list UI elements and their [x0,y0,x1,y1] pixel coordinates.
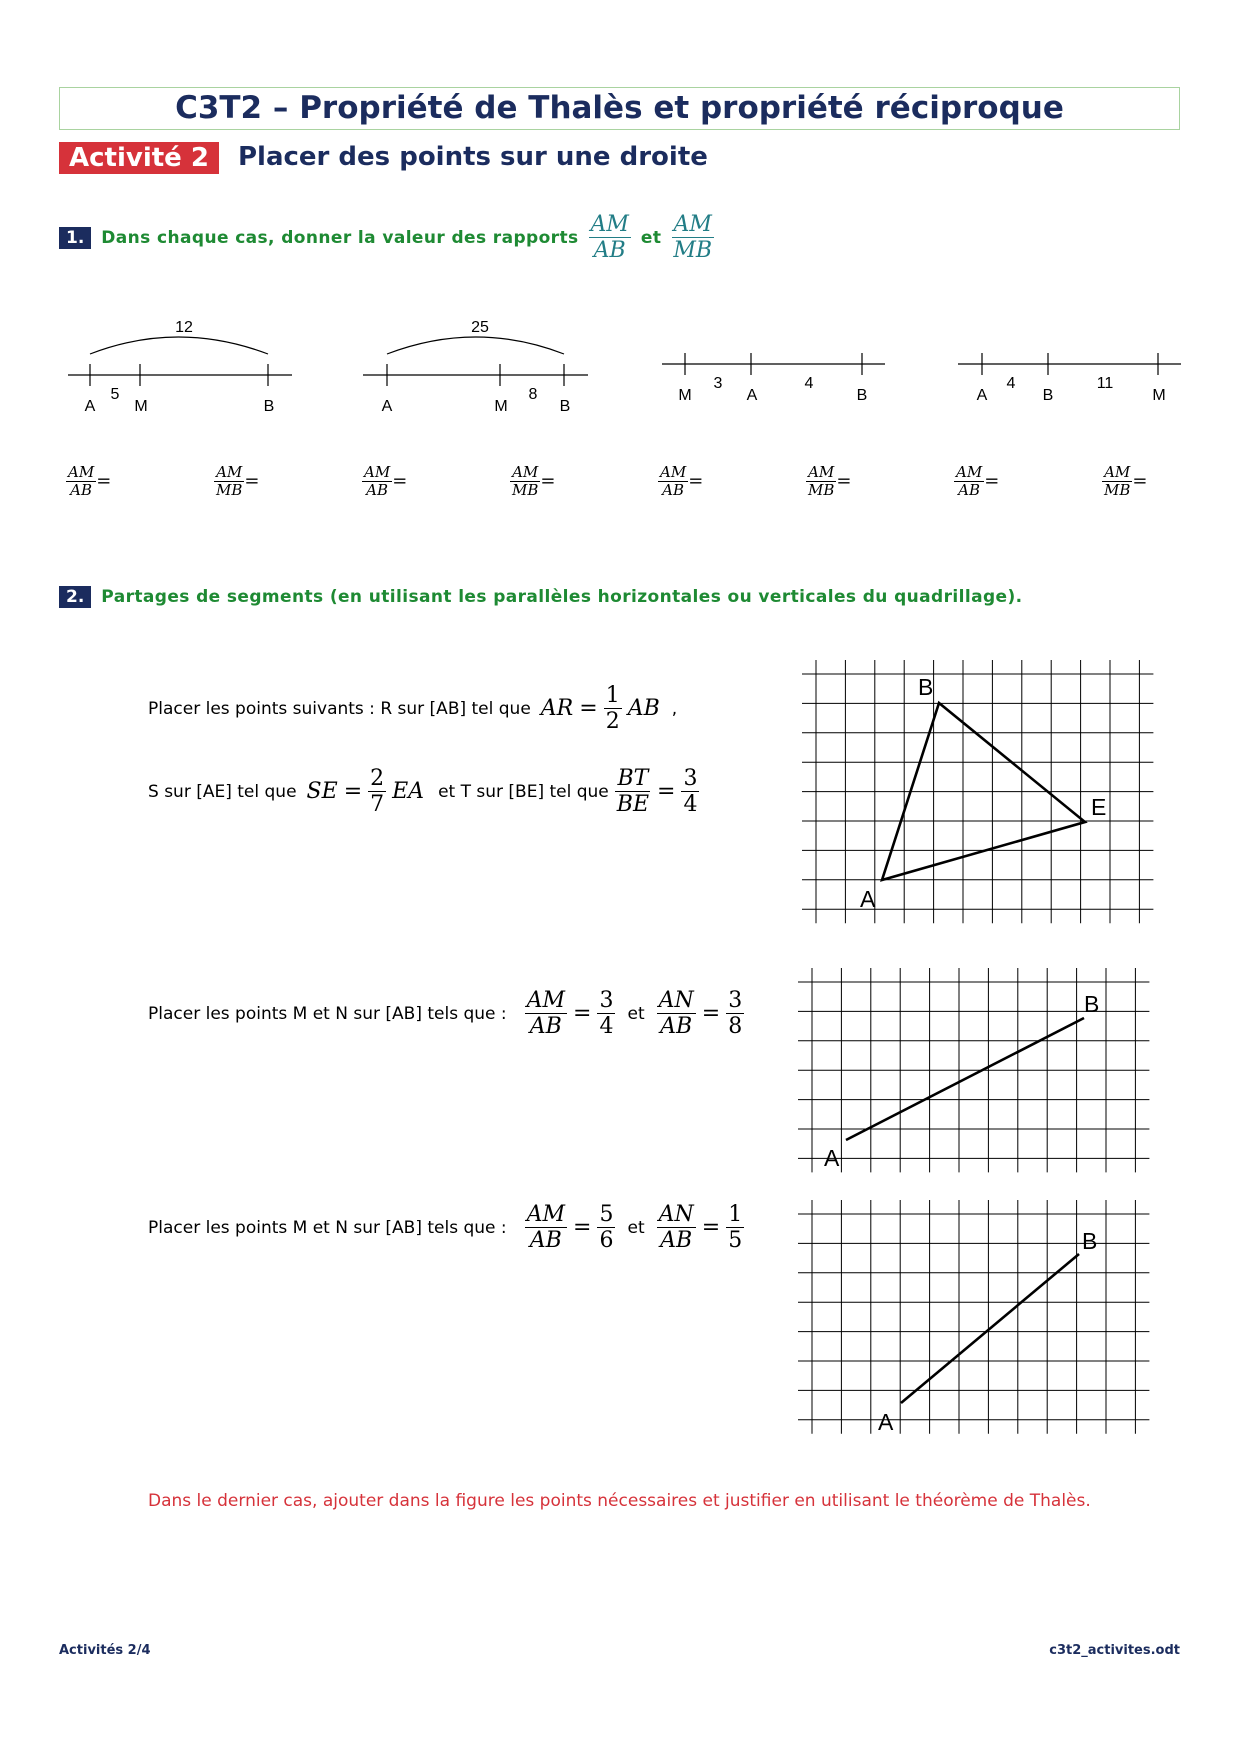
brace-1 [90,337,268,354]
point-label-m-4: M [1152,387,1166,404]
grid-triangle [790,650,1170,935]
point-label-a: A [860,886,876,912]
question-2-number: 2. [59,586,91,608]
answer-ratio-7: $\frac{AM}{AB}$ = [956,463,1000,500]
point-label-b: B [1082,1228,1098,1254]
answer-ratio-8: $\frac{AM}{MB}$ = [1104,463,1148,500]
grid-segment-1 [790,968,1170,1180]
question-2-text: Partages de segments (en utilisant les parallèles horizontales ou verticales du quadrillage). [101,587,1023,607]
exercise-1-line-2: S sur [AE] tel que SE = $\frac{2}{7}$ EA et T sur [BE] tel que $\frac{BT}{BE}$ = $\frac{3}{4}$ [148,766,698,818]
footer-left: Activités 2/4 [59,1643,151,1658]
point-label-a: A [878,1409,894,1435]
answer-ratio-2: $\frac{AM}{MB}$ = [216,463,260,500]
activity-title: Placer des points sur une droite [238,142,708,172]
point-label-m-3: M [678,387,692,404]
segment-ab-1 [846,1018,1084,1140]
brace-2 [387,337,564,354]
point-label-b-1: B [263,398,275,415]
point-label-b-2: B [559,398,571,415]
question-1-number: 1. [59,227,91,249]
segment-label-1: 5 [110,386,120,403]
point-label-b-3: B [856,387,868,404]
point-label-b: B [1084,991,1100,1017]
answer-ratio-3: $\frac{AM}{AB}$ = [364,463,408,500]
segment-label-4b: 11 [1096,375,1114,392]
point-label-m-1: M [134,398,148,415]
answer-ratio-1: $\frac{AM}{AB}$ = [68,463,112,500]
number-lines [0,300,1240,430]
segment-label-4a: 4 [1006,375,1016,392]
point-label-b-4: B [1042,387,1054,404]
point-label-a-3: A [746,387,758,404]
question-1-text: Dans chaque cas, donner la valeur des rapports [101,227,579,248]
brace-label-2: 25 [471,319,489,336]
segment-ab-2 [901,1254,1079,1403]
brace-label-1: 12 [175,319,193,336]
thales-note: Dans le dernier cas, ajouter dans la figure les points nécessaires et justifier en utilisant le théorème de Thalès. [148,1491,1091,1511]
answer-ratio-5: $\frac{AM}{AB}$ = [660,463,704,500]
segment-label-3b: 4 [804,375,814,392]
point-label-a-1: A [84,398,96,415]
page-title: C3T2 – Propriété de Thalès et propriété réciproque [59,87,1180,130]
ratio-am-mb: $\frac{AM}{MB}$ [673,212,713,264]
exercise-3-line: Placer les points M et N sur [AB] tels que : $\frac{AM}{AB}$ = $\frac{5}{6}$ et $\frac{AN}{AB}$ = $\frac{1}{5}$ [148,1202,743,1254]
point-label-a-2: A [381,398,393,415]
question-2-heading [59,586,1023,608]
exercise-1-line-1: Placer les points suivants : R sur [AB] tel que AR = $\frac{1}{2}$ AB , [148,683,678,735]
point-label-m-2: M [494,398,508,415]
point-label-a: A [824,1145,840,1171]
grid-segment-2 [790,1200,1170,1462]
ratio-am-ab: $\frac{AM}{AB}$ [590,212,629,264]
activity-badge: Activité 2 [59,142,219,174]
footer-right: c3t2_activites.odt [1049,1643,1180,1658]
point-label-b: B [918,674,934,700]
segment-label-2: 8 [528,386,538,403]
question-1-heading [59,212,714,264]
question-1-and: et [640,227,662,248]
segment-label-3a: 3 [713,375,723,392]
point-label-e: E [1091,794,1107,820]
answer-ratio-4: $\frac{AM}{MB}$ = [512,463,556,500]
answer-ratio-6: $\frac{AM}{MB}$ = [808,463,852,500]
point-label-a-4: A [976,387,988,404]
exercise-2-line: Placer les points M et N sur [AB] tels que : $\frac{AM}{AB}$ = $\frac{3}{4}$ et $\frac{AN}{AB}$ = $\frac{3}{8}$ [148,988,743,1040]
